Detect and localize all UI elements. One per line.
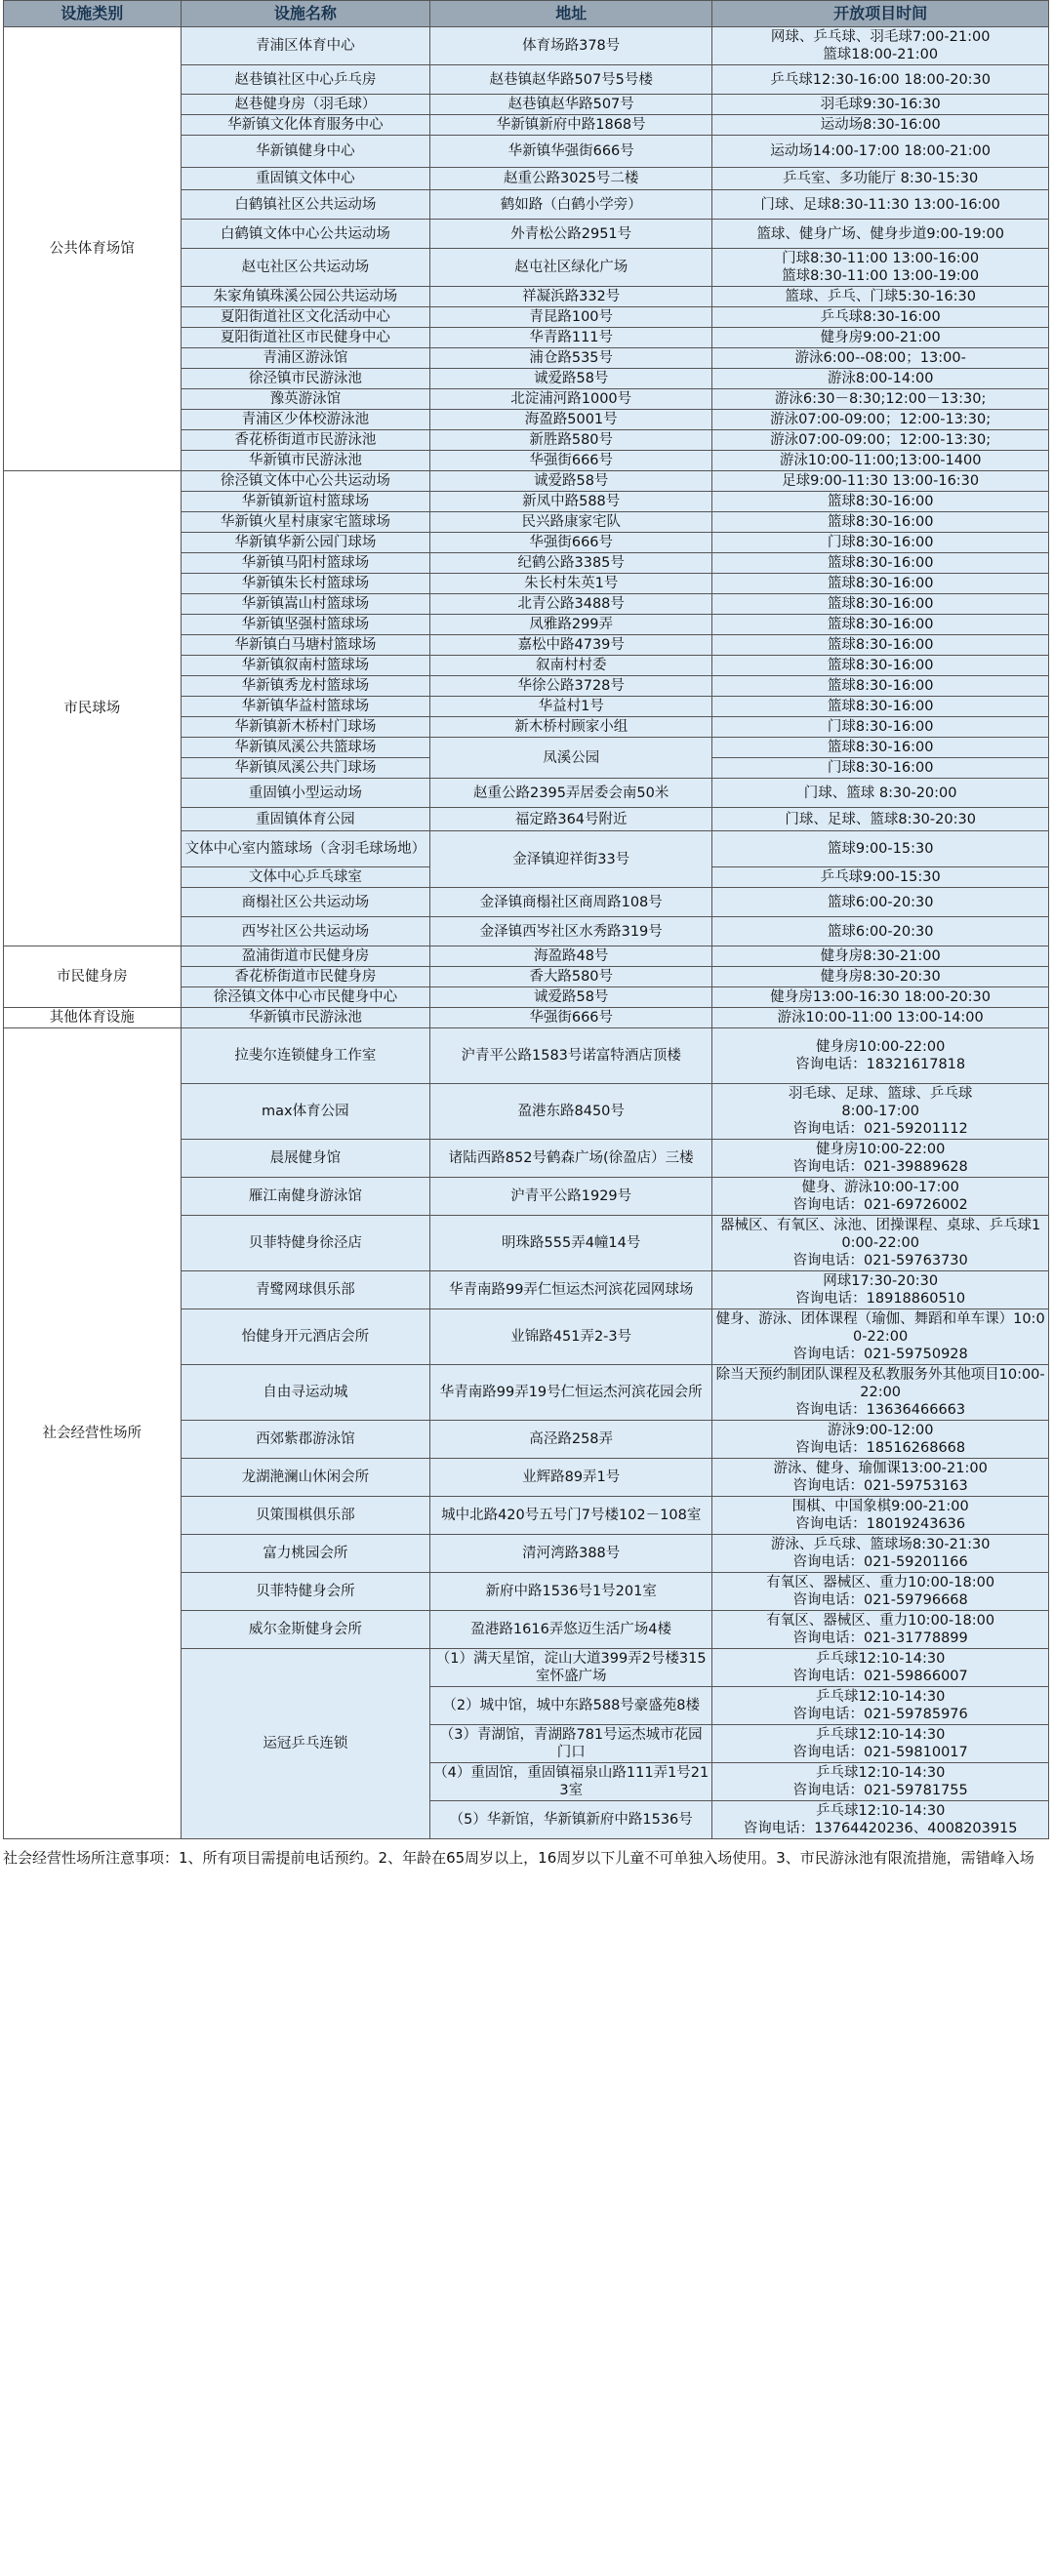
open-time-cell bbox=[712, 249, 1049, 287]
open-time-line: 篮球8:30-16:00 bbox=[827, 514, 934, 530]
address-cell: （1）满天星馆，淀山大道399弄2号楼315室怀盛广场 bbox=[430, 1649, 712, 1687]
open-time-line: 篮球8:30-11:00 13:00-19:00 bbox=[782, 268, 980, 284]
open-time-cell bbox=[712, 697, 1049, 717]
facility-name-cell: 富力桃园会所 bbox=[181, 1535, 430, 1573]
open-time-cell bbox=[712, 758, 1049, 779]
open-time-line: 健身房8:30-21:00 bbox=[820, 948, 941, 964]
open-time-cell bbox=[712, 512, 1049, 533]
header-name: 设施名称 bbox=[181, 1, 430, 27]
open-time-line: 游泳10:00-11:00;13:00-1400 bbox=[779, 453, 982, 468]
facility-name-cell: 龙湖滟澜山休闲会所 bbox=[181, 1459, 430, 1497]
address-cell: 金泽镇迎祥街33号 bbox=[430, 831, 712, 888]
address-cell: 沪青平公路1929号 bbox=[430, 1178, 712, 1216]
open-time-line: 门球8:30-16:00 bbox=[827, 719, 934, 735]
facility-name-cell: 华新镇马阳村篮球场 bbox=[181, 553, 430, 574]
open-time-line: 羽毛球9:30-16:30 bbox=[820, 97, 941, 112]
open-time-line: 篮球6:00-20:30 bbox=[827, 894, 934, 910]
open-time-cell bbox=[712, 492, 1049, 512]
facility-name-cell: 自由寻运动城 bbox=[181, 1365, 430, 1421]
facility-name-cell: 华新镇文化体育服务中心 bbox=[181, 115, 430, 136]
address-cell: 北青公路3488号 bbox=[430, 594, 712, 615]
open-time-line: 游泳、乒乓球、篮球场8:30-21:30 bbox=[770, 1537, 991, 1552]
open-time-line: 篮球、乒乓、门球5:30-16:30 bbox=[785, 289, 976, 304]
open-time-line: 篮球、健身广场、健身步道9:00-19:00 bbox=[756, 225, 1004, 242]
open-time-cell bbox=[712, 1028, 1049, 1084]
open-time-cell bbox=[712, 95, 1049, 115]
open-time-line: 网球17:30-20:30 bbox=[823, 1273, 939, 1289]
open-time-line: 咨询电话：021-59866007 bbox=[792, 1669, 968, 1684]
open-time-line: 游泳9:00-12:00 bbox=[827, 1423, 934, 1438]
open-time-line: 篮球9:00-15:30 bbox=[827, 841, 934, 857]
open-time-line: 乒乓球12:10-14:30 bbox=[815, 1765, 946, 1781]
address-cell: 福定路364号附近 bbox=[430, 808, 712, 831]
open-time-cell bbox=[712, 369, 1049, 389]
open-time-line: 咨询电话：021-59785976 bbox=[792, 1707, 968, 1722]
facility-name-cell: 贝菲特健身会所 bbox=[181, 1573, 430, 1611]
open-time-line: 门球、篮球 8:30-20:00 bbox=[803, 785, 957, 801]
open-time-line: 门球8:30-16:00 bbox=[827, 535, 934, 550]
open-time-line: 门球8:30-11:00 13:00-16:00 bbox=[782, 251, 980, 266]
open-time-line: 咨询电话：18321617818 bbox=[795, 1057, 966, 1072]
address-cell: 华强街666号 bbox=[430, 1008, 712, 1028]
open-time-cell bbox=[712, 389, 1049, 410]
open-time-line: 咨询电话：021-59753163 bbox=[792, 1478, 968, 1494]
open-time-line: 咨询电话：18516268668 bbox=[795, 1440, 966, 1456]
open-time-line: 咨询电话：13764420236、4008203915 bbox=[743, 1821, 1018, 1836]
open-time-line: 咨询电话：021-69726002 bbox=[792, 1197, 968, 1213]
open-time-cell bbox=[712, 1763, 1049, 1801]
facility-name-cell: 白鹤镇文体中心公共运动场 bbox=[181, 220, 430, 249]
open-time-cell bbox=[712, 1178, 1049, 1216]
open-time-line: 有氧区、器械区、重力10:00-18:00 bbox=[766, 1575, 995, 1590]
address-cell: （5）华新馆，华新镇新府中路1536号 bbox=[430, 1801, 712, 1839]
open-time-cell bbox=[712, 1084, 1049, 1140]
open-time-line: 门球8:30-16:00 bbox=[827, 760, 934, 776]
open-time-line: 咨询电话：021-59796668 bbox=[792, 1592, 968, 1608]
open-time-line: 健身房9:00-21:00 bbox=[820, 330, 941, 345]
facility-name-cell: 晨展健身馆 bbox=[181, 1140, 430, 1178]
open-time-cell bbox=[712, 1421, 1049, 1459]
open-time-line: 咨询电话：021-59201166 bbox=[792, 1554, 968, 1570]
address-cell: 海盈路5001号 bbox=[430, 410, 712, 430]
address-cell: 海盈路48号 bbox=[430, 946, 712, 967]
address-cell: 明珠路555弄4幢14号 bbox=[430, 1216, 712, 1271]
open-time-cell bbox=[712, 946, 1049, 967]
open-time-line: 游泳、健身、瑜伽课13:00-21:00 bbox=[773, 1461, 988, 1476]
open-time-line: 健身房8:30-20:30 bbox=[820, 969, 941, 985]
open-time-cell bbox=[712, 168, 1049, 190]
category-cell: 其他体育设施 bbox=[4, 1008, 182, 1028]
open-time-line: 乒乓球12:10-14:30 bbox=[815, 1803, 946, 1819]
open-time-line: 篮球8:30-16:00 bbox=[827, 596, 934, 612]
facility-name-cell: 华新镇朱长村篮球场 bbox=[181, 574, 430, 594]
facility-name-cell: 文体中心乒乓球室 bbox=[181, 867, 430, 888]
open-time-cell bbox=[712, 779, 1049, 808]
open-time-line: 健身、游泳10:00-17:00 bbox=[801, 1180, 959, 1195]
open-time-line: 咨询电话：021-31778899 bbox=[792, 1630, 968, 1646]
open-time-cell bbox=[712, 594, 1049, 615]
facility-name-cell: 华新镇市民游泳池 bbox=[181, 1008, 430, 1028]
open-time-cell bbox=[712, 1459, 1049, 1497]
open-time-cell bbox=[712, 656, 1049, 676]
open-time-line: 篮球8:30-16:00 bbox=[827, 576, 934, 591]
open-time-line: 健身房10:00-22:00 bbox=[815, 1039, 946, 1055]
table-row bbox=[4, 1008, 1049, 1028]
open-time-cell bbox=[712, 328, 1049, 348]
open-time-line: 乒乓球8:30-16:00 bbox=[820, 309, 941, 325]
facility-name-cell: 华新镇华新公园门球场 bbox=[181, 533, 430, 553]
open-time-line: 篮球8:30-16:00 bbox=[827, 617, 934, 632]
facility-name-cell: 徐泾镇文体中心市民健身中心 bbox=[181, 987, 430, 1008]
facility-name-cell: 华新镇火星村康家宅篮球场 bbox=[181, 512, 430, 533]
open-time-line: 咨询电话：021-59201112 bbox=[792, 1121, 968, 1137]
address-cell: 诚爱路58号 bbox=[430, 987, 712, 1008]
facility-name-cell: 文体中心室内篮球场（含羽毛球场地） bbox=[181, 831, 430, 867]
open-time-cell bbox=[712, 451, 1049, 471]
facility-name-cell: 华新镇叙南村篮球场 bbox=[181, 656, 430, 676]
category-cell: 市民健身房 bbox=[4, 946, 182, 1008]
facility-name-cell: 重固镇体育公园 bbox=[181, 808, 430, 831]
facility-name-cell: 华新镇凤溪公共篮球场 bbox=[181, 738, 430, 758]
open-time-cell bbox=[712, 635, 1049, 656]
address-cell: 香大路580号 bbox=[430, 967, 712, 987]
open-time-line: 乒乓球12:30-16:00 18:00-20:30 bbox=[770, 71, 992, 88]
address-cell: 华益村1号 bbox=[430, 697, 712, 717]
open-time-line: 篮球8:30-16:00 bbox=[827, 494, 934, 509]
open-time-cell bbox=[712, 1611, 1049, 1649]
address-cell: 民兴路康家宅队 bbox=[430, 512, 712, 533]
facility-name-cell: 威尔金斯健身会所 bbox=[181, 1611, 430, 1649]
address-cell: 华青路111号 bbox=[430, 328, 712, 348]
address-cell: 浦仓路535号 bbox=[430, 348, 712, 369]
open-time-line: 篮球18:00-21:00 bbox=[823, 47, 939, 62]
facility-name-cell: 华新镇坚强村篮球场 bbox=[181, 615, 430, 635]
address-cell: 叙南村村委 bbox=[430, 656, 712, 676]
facility-name-cell: 商榻社区公共运动场 bbox=[181, 888, 430, 917]
open-time-cell bbox=[712, 808, 1049, 831]
address-cell: 凤雅路299弄 bbox=[430, 615, 712, 635]
address-cell: 金泽镇西岑社区水秀路319号 bbox=[430, 917, 712, 946]
facility-name-cell: 青鹭网球俱乐部 bbox=[181, 1271, 430, 1309]
address-cell: 鹤如路（白鹤小学旁） bbox=[430, 190, 712, 220]
open-time-cell bbox=[712, 738, 1049, 758]
open-time-line: 咨询电话：021-39889628 bbox=[792, 1159, 968, 1175]
header-time: 开放项目时间 bbox=[712, 1, 1049, 27]
open-time-line: 围棋、中国象棋9:00-21:00 bbox=[791, 1499, 969, 1514]
open-time-cell bbox=[712, 27, 1049, 65]
facility-name-cell: 华新镇新谊村篮球场 bbox=[181, 492, 430, 512]
table-body bbox=[4, 27, 1049, 1839]
address-cell: 外青松公路2951号 bbox=[430, 220, 712, 249]
facility-table-container bbox=[3, 0, 1049, 1839]
open-time-cell bbox=[712, 1725, 1049, 1763]
open-time-line: 游泳6:30－8:30;12:00－13:30; bbox=[774, 391, 987, 407]
facility-name-cell: 豫英游泳馆 bbox=[181, 389, 430, 410]
facility-name-cell: 赵屯社区公共运动场 bbox=[181, 249, 430, 287]
facility-name-cell: 华新镇凤溪公共门球场 bbox=[181, 758, 430, 779]
facility-name-cell: 盈浦街道市民健身房 bbox=[181, 946, 430, 967]
address-cell: 金泽镇商榻社区商周路108号 bbox=[430, 888, 712, 917]
open-time-line: 门球、足球8:30-11:30 13:00-16:00 bbox=[760, 196, 1000, 213]
facility-name-cell: 夏阳街道社区文化活动中心 bbox=[181, 307, 430, 328]
facility-name-cell: 西岑社区公共运动场 bbox=[181, 917, 430, 946]
address-cell: 清河湾路388号 bbox=[430, 1535, 712, 1573]
open-time-cell bbox=[712, 430, 1049, 451]
facility-name-cell: 青浦区少体校游泳池 bbox=[181, 410, 430, 430]
facility-name-cell: 运冠乒乓连锁 bbox=[181, 1649, 430, 1839]
address-cell: 赵重公路3025号二楼 bbox=[430, 168, 712, 190]
open-time-line: 门球、足球、篮球8:30-20:30 bbox=[785, 811, 976, 827]
facility-name-cell: max体育公园 bbox=[181, 1084, 430, 1140]
open-time-line: 足球9:00-11:30 13:00-16:30 bbox=[782, 473, 980, 489]
open-time-line: 篮球6:00-20:30 bbox=[827, 923, 934, 940]
open-time-cell bbox=[712, 1140, 1049, 1178]
facility-table bbox=[3, 0, 1049, 1839]
open-time-cell bbox=[712, 987, 1049, 1008]
address-cell: 北淀浦河路1000号 bbox=[430, 389, 712, 410]
open-time-cell bbox=[712, 1535, 1049, 1573]
category-cell: 社会经营性场所 bbox=[4, 1028, 182, 1839]
facility-name-cell: 贝菲特健身徐泾店 bbox=[181, 1216, 430, 1271]
address-cell: 诸陆西路852号鹤森广场(徐盈店）三楼 bbox=[430, 1140, 712, 1178]
open-time-line: 篮球8:30-16:00 bbox=[827, 740, 934, 755]
address-cell: 新凤中路588号 bbox=[430, 492, 712, 512]
open-time-line: 咨询电话：13636466663 bbox=[795, 1402, 966, 1418]
open-time-line: 游泳10:00-11:00 13:00-14:00 bbox=[777, 1010, 984, 1026]
facility-name-cell: 华新镇健身中心 bbox=[181, 136, 430, 168]
footnote: 社会经营性场所注意事项：1、所有项目需提前电话预约。2、年龄在65周岁以上，16周岁以下儿童不可单独入场使用。3、市民游泳池有限流措施，需错峰入场 bbox=[3, 1849, 1034, 1867]
facility-name-cell: 重固镇文体中心 bbox=[181, 168, 430, 190]
address-cell: 纪鹤公路3385号 bbox=[430, 553, 712, 574]
header-category: 设施类别 bbox=[4, 1, 182, 27]
open-time-line: 健身、游泳、团体课程（瑜伽、舞蹈和单车课）10:00-22:00 bbox=[715, 1311, 1045, 1345]
address-cell: 诚爱路58号 bbox=[430, 471, 712, 492]
open-time-line: 篮球8:30-16:00 bbox=[827, 555, 934, 571]
address-cell: 城中北路420号五号门7号楼102－108室 bbox=[430, 1497, 712, 1535]
address-cell: 祥凝浜路332号 bbox=[430, 287, 712, 307]
address-cell: 华青南路99弄19号仁恒运杰河滨花园会所 bbox=[430, 1365, 712, 1421]
open-time-line: 羽毛球、足球、篮球、乒乓球 bbox=[788, 1086, 973, 1102]
open-time-cell bbox=[712, 888, 1049, 917]
open-time-line: 网球、乒乓球、羽毛球7:00-21:00 bbox=[770, 29, 991, 45]
open-time-cell bbox=[712, 867, 1049, 888]
table-row bbox=[4, 1028, 1049, 1084]
open-time-line: 咨询电话：18918860510 bbox=[795, 1291, 966, 1307]
address-cell: 凤溪公园 bbox=[430, 738, 712, 779]
open-time-cell bbox=[712, 1573, 1049, 1611]
open-time-line: 游泳8:00-14:00 bbox=[827, 371, 934, 386]
open-time-cell bbox=[712, 136, 1049, 168]
address-cell: 华青南路99弄仁恒运杰河滨花园网球场 bbox=[430, 1271, 712, 1309]
table-row bbox=[4, 946, 1049, 967]
facility-name-cell: 赵巷镇社区中心乒乓房 bbox=[181, 65, 430, 95]
facility-name-cell: 拉斐尔连锁健身工作室 bbox=[181, 1028, 430, 1084]
open-time-cell bbox=[712, 917, 1049, 946]
open-time-line: 乒乓室、多功能厅 8:30-15:30 bbox=[783, 171, 979, 186]
open-time-cell bbox=[712, 1216, 1049, 1271]
open-time-line: 除当天预约制团队课程及私教服务外其他项目10:00-22:00 bbox=[715, 1367, 1045, 1400]
address-cell: 盈港路1616弄悠迈生活广场4楼 bbox=[430, 1611, 712, 1649]
address-cell: 华新镇新府中路1868号 bbox=[430, 115, 712, 136]
facility-name-cell: 香花桥街道市民健身房 bbox=[181, 967, 430, 987]
open-time-cell bbox=[712, 1365, 1049, 1421]
address-cell: 赵巷镇赵华路507号5号楼 bbox=[430, 65, 712, 95]
open-time-line: 游泳6:00--08:00；13:00- bbox=[794, 350, 966, 366]
open-time-cell bbox=[712, 1008, 1049, 1028]
facility-name-cell: 怡健身开元酒店会所 bbox=[181, 1309, 430, 1365]
open-time-cell bbox=[712, 574, 1049, 594]
open-time-cell bbox=[712, 307, 1049, 328]
address-cell: （4）重固馆，重固镇福泉山路111弄1号213室 bbox=[430, 1763, 712, 1801]
facility-name-cell: 香花桥街道市民游泳池 bbox=[181, 430, 430, 451]
address-cell: 高泾路258弄 bbox=[430, 1421, 712, 1459]
open-time-line: 咨询电话：021-59750928 bbox=[792, 1347, 968, 1362]
address-cell: 诚爱路58号 bbox=[430, 369, 712, 389]
address-cell: 华徐公路3728号 bbox=[430, 676, 712, 697]
open-time-line: 咨询电话：021-59763730 bbox=[792, 1253, 968, 1268]
facility-name-cell: 贝策围棋俱乐部 bbox=[181, 1497, 430, 1535]
open-time-line: 咨询电话：021-59810017 bbox=[792, 1745, 968, 1760]
open-time-line: 篮球8:30-16:00 bbox=[827, 678, 934, 694]
header-address: 地址 bbox=[430, 1, 712, 27]
facility-name-cell: 徐泾镇文体中心公共运动场 bbox=[181, 471, 430, 492]
category-cell: 市民球场 bbox=[4, 471, 182, 946]
open-time-cell bbox=[712, 717, 1049, 738]
open-time-line: 游泳07:00-09:00；12:00-13:30; bbox=[770, 412, 992, 427]
open-time-cell bbox=[712, 967, 1049, 987]
category-cell: 公共体育场馆 bbox=[4, 27, 182, 471]
open-time-cell bbox=[712, 287, 1049, 307]
open-time-cell bbox=[712, 1649, 1049, 1687]
facility-name-cell: 雁江南健身游泳馆 bbox=[181, 1178, 430, 1216]
open-time-line: 运动场8:30-16:00 bbox=[820, 117, 941, 133]
open-time-line: 游泳07:00-09:00；12:00-13:30; bbox=[770, 432, 992, 448]
facility-name-cell: 华新镇新木桥村门球场 bbox=[181, 717, 430, 738]
facility-name-cell: 华新镇嵩山村篮球场 bbox=[181, 594, 430, 615]
facility-name-cell: 华新镇秀龙村篮球场 bbox=[181, 676, 430, 697]
table-row bbox=[4, 27, 1049, 65]
facility-name-cell: 徐泾镇市民游泳池 bbox=[181, 369, 430, 389]
open-time-line: 运动场14:00-17:00 18:00-21:00 bbox=[770, 143, 992, 159]
facility-name-cell: 华新镇华益村篮球场 bbox=[181, 697, 430, 717]
address-cell: （3）青湖馆，青湖路781号运杰城市花园门口 bbox=[430, 1725, 712, 1763]
open-time-line: 咨询电话：18019243636 bbox=[795, 1516, 966, 1532]
open-time-line: 8:00-17:00 bbox=[841, 1104, 919, 1119]
address-cell: 赵屯社区绿化广场 bbox=[430, 249, 712, 287]
open-time-cell bbox=[712, 615, 1049, 635]
open-time-line: 篮球8:30-16:00 bbox=[827, 637, 934, 653]
open-time-cell bbox=[712, 220, 1049, 249]
open-time-cell bbox=[712, 410, 1049, 430]
facility-name-cell: 重固镇小型运动场 bbox=[181, 779, 430, 808]
open-time-line: 器械区、有氧区、泳池、团操课程、桌球、乒乓球10:00-22:00 bbox=[720, 1218, 1041, 1251]
address-cell: 新胜路580号 bbox=[430, 430, 712, 451]
open-time-cell bbox=[712, 553, 1049, 574]
table-row bbox=[4, 471, 1049, 492]
facility-name-cell: 夏阳街道社区市民健身中心 bbox=[181, 328, 430, 348]
open-time-cell bbox=[712, 1497, 1049, 1535]
address-cell: 新府中路1536号1号201室 bbox=[430, 1573, 712, 1611]
facility-name-cell: 青浦区体育中心 bbox=[181, 27, 430, 65]
open-time-cell bbox=[712, 1801, 1049, 1839]
open-time-line: 健身房10:00-22:00 bbox=[815, 1142, 946, 1157]
open-time-cell bbox=[712, 1687, 1049, 1725]
open-time-cell bbox=[712, 1309, 1049, 1365]
address-cell: 赵重公路2395弄居委会南50米 bbox=[430, 779, 712, 808]
address-cell: 新木桥村顾家小组 bbox=[430, 717, 712, 738]
open-time-line: 篮球8:30-16:00 bbox=[827, 658, 934, 673]
open-time-cell bbox=[712, 676, 1049, 697]
address-cell: （2）城中馆，城中东路588号豪盛苑8楼 bbox=[430, 1687, 712, 1725]
open-time-cell bbox=[712, 471, 1049, 492]
open-time-cell bbox=[712, 65, 1049, 95]
address-cell: 业锦路451弄2-3号 bbox=[430, 1309, 712, 1365]
open-time-cell bbox=[712, 115, 1049, 136]
open-time-line: 乒乓球12:10-14:30 bbox=[815, 1727, 946, 1743]
facility-name-cell: 朱家角镇珠溪公园公共运动场 bbox=[181, 287, 430, 307]
open-time-cell bbox=[712, 533, 1049, 553]
open-time-line: 咨询电话：021-59781755 bbox=[792, 1783, 968, 1798]
address-cell: 华强街666号 bbox=[430, 451, 712, 471]
address-cell: 体育场路378号 bbox=[430, 27, 712, 65]
facility-name-cell: 西郊紫郡游泳馆 bbox=[181, 1421, 430, 1459]
open-time-line: 乒乓球12:10-14:30 bbox=[815, 1651, 946, 1667]
open-time-line: 篮球8:30-16:00 bbox=[827, 699, 934, 714]
facility-name-cell: 青浦区游泳馆 bbox=[181, 348, 430, 369]
open-time-cell bbox=[712, 348, 1049, 369]
facility-name-cell: 华新镇白马塘村篮球场 bbox=[181, 635, 430, 656]
address-cell: 华强街666号 bbox=[430, 533, 712, 553]
address-cell: 华新镇华强街666号 bbox=[430, 136, 712, 168]
open-time-line: 乒乓球9:00-15:30 bbox=[820, 869, 941, 885]
open-time-line: 乒乓球12:10-14:30 bbox=[815, 1689, 946, 1705]
facility-name-cell: 华新镇市民游泳池 bbox=[181, 451, 430, 471]
open-time-cell bbox=[712, 190, 1049, 220]
address-cell: 嘉松中路4739号 bbox=[430, 635, 712, 656]
open-time-cell bbox=[712, 1271, 1049, 1309]
address-cell: 青昆路100号 bbox=[430, 307, 712, 328]
address-cell: 沪青平公路1583号诺富特酒店顶楼 bbox=[430, 1028, 712, 1084]
facility-name-cell: 白鹤镇社区公共运动场 bbox=[181, 190, 430, 220]
address-cell: 朱长村朱英1号 bbox=[430, 574, 712, 594]
open-time-cell bbox=[712, 831, 1049, 867]
address-cell: 业辉路89弄1号 bbox=[430, 1459, 712, 1497]
facility-name-cell: 赵巷健身房（羽毛球） bbox=[181, 95, 430, 115]
open-time-line: 健身房13:00-16:30 18:00-20:30 bbox=[770, 989, 992, 1005]
open-time-line: 有氧区、器械区、重力10:00-18:00 bbox=[766, 1613, 995, 1629]
address-cell: 赵巷镇赵华路507号 bbox=[430, 95, 712, 115]
address-cell: 盈港东路8450号 bbox=[430, 1084, 712, 1140]
table-header-row bbox=[4, 1, 1049, 27]
